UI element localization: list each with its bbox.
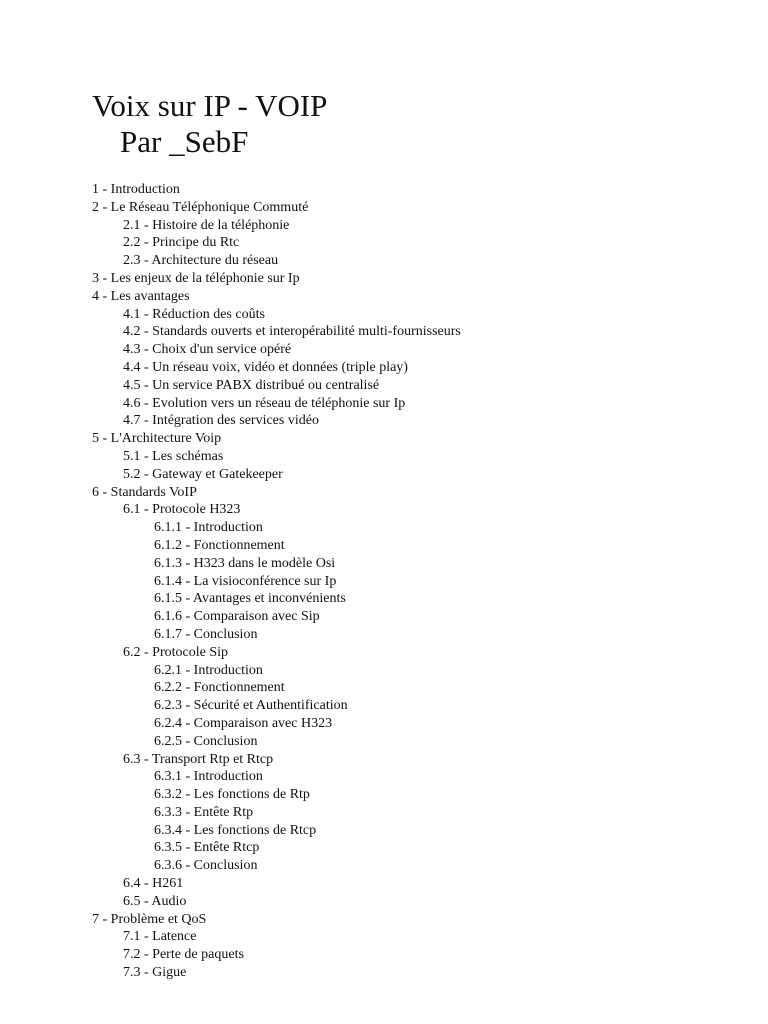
toc-entry: 6.2.1 - Introduction — [154, 662, 263, 678]
toc-entry: 2.3 - Architecture du réseau — [123, 253, 279, 269]
toc-entry: 6.3.4 - Les fonctions de Rtcp — [154, 822, 317, 838]
toc-entry: 6.1 - Protocole H323 — [123, 502, 241, 518]
toc-entry: 6.2.2 - Fonctionnement — [154, 680, 285, 696]
toc-entry: 6.2 - Protocole Sip — [123, 644, 228, 660]
document-title: Voix sur IP - VOIP — [92, 88, 328, 123]
toc-entry: 7.3 - Gigue — [123, 965, 187, 981]
toc-entry: 7 - Problème et QoS — [92, 911, 207, 927]
toc-entry: 6.3.3 - Entête Rtp — [154, 804, 254, 820]
toc-entry: 6.1.5 - Avantages et inconvénients — [154, 591, 346, 607]
toc-entry: 4.3 - Choix d'un service opéré — [123, 342, 292, 358]
toc-entry: 6.3.1 - Introduction — [154, 769, 263, 785]
toc-entry: 4 - Les avantages — [92, 288, 190, 304]
toc-entry: 7.1 - Latence — [123, 929, 197, 945]
toc-entry: 6.1.4 - La visioconférence sur Ip — [154, 573, 337, 589]
toc-entry: 4.5 - Un service PABX distribué ou centralisé — [123, 377, 380, 393]
toc-entry: 6.2.3 - Sécurité et Authentification — [154, 698, 348, 714]
toc-entry: 5.2 - Gateway et Gatekeeper — [123, 466, 283, 482]
toc-entry: 6.5 - Audio — [123, 893, 187, 909]
toc-entry: 6 - Standards VoIP — [92, 484, 197, 500]
toc-entry: 3 - Les enjeux de la téléphonie sur Ip — [92, 270, 300, 286]
toc-entry: 2.2 - Principe du Rtc — [123, 235, 240, 251]
document-page — [92, 88, 752, 981]
toc-entry: 4.2 - Standards ouverts et interopérabilité multi-fournisseurs — [123, 324, 461, 340]
toc-entry: 7.2 - Perte de paquets — [123, 947, 244, 963]
toc-entry: 5.1 - Les schémas — [123, 448, 224, 464]
toc-entry: 1 - Introduction — [92, 182, 180, 197]
toc-entry: 6.3 - Transport Rtp et Rtcp — [123, 751, 274, 767]
toc-entry: 2.1 - Histoire de la téléphonie — [123, 217, 290, 233]
toc-entry: 4.4 - Un réseau voix, vidéo et données (triple play) — [123, 359, 408, 375]
toc-entry: 6.2.5 - Conclusion — [154, 733, 258, 749]
toc-entry: 6.3.5 - Entête Rtcp — [154, 840, 260, 856]
toc-entry: 6.1.2 - Fonctionnement — [154, 537, 285, 553]
toc-entry: 4.6 - Evolution vers un réseau de téléphonie sur Ip — [123, 395, 406, 411]
toc-entry: 2 - Le Réseau Téléphonique Commuté — [92, 199, 309, 215]
toc-entry: 6.2.4 - Comparaison avec H323 — [154, 715, 333, 731]
toc-entry: 6.1.7 - Conclusion — [154, 626, 258, 642]
toc-entry: 6.3.6 - Conclusion — [154, 858, 258, 874]
toc-entry: 5 - L'Architecture Voip — [92, 431, 222, 447]
toc-entry: 6.1.3 - H323 dans le modèle Osi — [154, 555, 336, 571]
toc-entry: 4.1 - Réduction des coûts — [123, 306, 265, 322]
toc-entry: 6.4 - H261 — [123, 876, 184, 892]
toc-entry: 6.1.6 - Comparaison avec Sip — [154, 609, 320, 625]
toc-entry: 4.7 - Intégration des services vidéo — [123, 413, 319, 429]
document-author: Par _SebF — [120, 124, 249, 159]
toc-entry: 6.3.2 - Les fonctions de Rtp — [154, 787, 310, 803]
table-of-contents — [92, 181, 461, 982]
toc-entry: 6.1.1 - Introduction — [154, 520, 263, 536]
